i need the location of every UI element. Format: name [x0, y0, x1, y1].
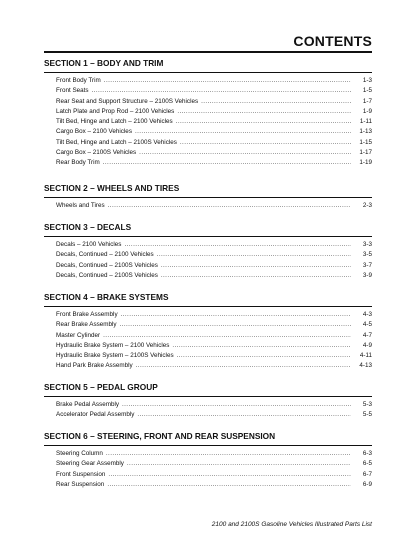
toc-entry[interactable] [44, 410, 372, 420]
leader-dots [104, 76, 351, 86]
entry-name: Hand Park Brake Assembly [56, 362, 133, 370]
entry-page: 1-5 [362, 87, 372, 95]
section-title: SECTION 2 – WHEELS AND TIRES [44, 183, 180, 193]
toc-entry[interactable] [44, 201, 372, 211]
entry-page: 6-3 [362, 450, 372, 457]
section-title: SECTION 5 – PEDAL GROUP [44, 382, 158, 392]
section-5 [44, 382, 372, 421]
toc-entry[interactable] [44, 459, 372, 469]
entry-page: 5-3 [362, 401, 372, 408]
leader-dots [103, 158, 351, 168]
entry-name: Tilt Bed, Hinge and Latch – 2100S Vehicles [56, 138, 177, 146]
toc-entry[interactable] [44, 320, 372, 330]
entry-name: Decals, Continued – 2100 Vehicles [56, 251, 154, 259]
entry-page: 4-11 [359, 352, 372, 360]
entry-name: Accelerator Pedal Assembly [56, 411, 135, 419]
entry-name: Front Suspension [56, 470, 106, 478]
leader-dots [108, 201, 351, 211]
leader-dots [136, 361, 351, 371]
toc-entry[interactable] [44, 148, 372, 158]
entry-page: 6-9 [362, 480, 372, 488]
leader-dots [157, 250, 351, 260]
entry-name: Steering Gear Assembly [56, 460, 124, 468]
leader-dots [108, 470, 351, 480]
toc-entry[interactable] [44, 158, 372, 168]
entry-page: 5-5 [362, 411, 372, 419]
page-footer: 2100 and 2100S Gasoline Vehicles Illustrated Parts List [211, 521, 372, 528]
entry-page: 3-5 [362, 251, 372, 259]
section-rule [44, 445, 372, 446]
toc-entry[interactable] [44, 351, 372, 361]
section-3 [44, 222, 372, 281]
entry-name: Front Body Trim [56, 77, 101, 84]
entry-page: 4-5 [362, 321, 372, 329]
entry-name: Front Seats [56, 87, 89, 95]
toc-entry[interactable] [44, 127, 372, 137]
entry-page: 1-7 [362, 97, 372, 105]
section-4 [44, 292, 372, 372]
entry-name: Cargo Box – 2100 Vehicles [56, 128, 132, 136]
entry-name: Decals, Continued – 2100S Vehicles [56, 271, 158, 279]
entry-name: Wheels and Tires [56, 202, 105, 209]
entry-page: 3-3 [362, 241, 372, 248]
section-title: SECTION 6 – STEERING, FRONT AND REAR SUSPENSION [44, 431, 276, 441]
entry-name: Tilt Bed, Hinge and Latch – 2100 Vehicles [56, 118, 173, 126]
leader-dots [92, 86, 351, 96]
toc-entry[interactable] [44, 331, 372, 341]
leader-dots [135, 127, 351, 137]
leader-dots [121, 310, 351, 320]
entry-name: Cargo Box – 2100S Vehicles [56, 149, 137, 157]
leader-dots [172, 341, 351, 351]
toc-entry[interactable] [44, 250, 372, 260]
entry-page: 1-13 [359, 128, 372, 136]
entry-page: 1-9 [362, 107, 372, 115]
leader-dots [177, 107, 351, 117]
toc-entry[interactable] [44, 97, 372, 107]
entry-name: Brake Pedal Assembly [56, 401, 119, 408]
entry-name: Rear Suspension [56, 480, 105, 488]
entry-name: Latch Plate and Prop Rod – 2100 Vehicles [56, 107, 175, 115]
page-title: CONTENTS [293, 33, 372, 49]
leader-dots [122, 400, 351, 410]
entry-name: Decals, Continued – 2100S Vehicles [56, 261, 158, 269]
entry-name: Hydraulic Brake System – 2100S Vehicles [56, 352, 174, 360]
section-title: SECTION 1 – BODY AND TRIM [44, 58, 164, 68]
toc-entry[interactable] [44, 470, 372, 480]
entry-page: 1-11 [359, 118, 372, 126]
toc-entry[interactable] [44, 361, 372, 371]
leader-dots [120, 320, 351, 330]
leader-dots [180, 138, 351, 148]
entry-page: 4-9 [362, 341, 372, 349]
entry-page: 4-13 [359, 362, 372, 370]
section-1 [44, 58, 372, 169]
entry-page: 6-5 [362, 460, 372, 468]
entry-name: Rear Seat and Support Structure – 2100S Vehicles [56, 97, 199, 105]
toc-entry[interactable] [44, 138, 372, 148]
toc-entry[interactable] [44, 240, 372, 250]
toc-entry[interactable] [44, 86, 372, 96]
entry-name: Master Cylinder [56, 331, 101, 339]
section-6 [44, 431, 372, 490]
entry-page: 2-3 [362, 202, 372, 209]
entry-page: 4-7 [362, 331, 372, 339]
leader-dots [107, 480, 351, 490]
entry-page: 3-9 [362, 271, 372, 279]
toc-entry[interactable] [44, 310, 372, 320]
entry-name: Steering Column [56, 450, 103, 457]
entry-page: 3-7 [362, 261, 372, 269]
leader-dots [161, 261, 351, 271]
leader-dots [161, 271, 351, 281]
entry-name: Front Brake Assembly [56, 311, 118, 318]
entry-name: Rear Body Trim [56, 159, 100, 167]
toc-entry[interactable] [44, 271, 372, 281]
entry-page: 4-3 [362, 311, 372, 318]
section-rule [44, 236, 372, 237]
section-rule [44, 306, 372, 307]
entry-page: 6-7 [362, 470, 372, 478]
leader-dots [103, 331, 351, 341]
toc-entry[interactable] [44, 480, 372, 490]
leader-dots [124, 240, 351, 250]
leader-dots [177, 351, 351, 361]
toc-entry[interactable] [44, 400, 372, 410]
entry-name: Rear Brake Assembly [56, 321, 117, 329]
toc-entry[interactable] [44, 449, 372, 459]
section-title: SECTION 3 – DECALS [44, 222, 132, 232]
section-rule [44, 197, 372, 198]
entry-page: 1-19 [359, 159, 372, 167]
section-rule [44, 72, 372, 73]
toc-entry[interactable] [44, 107, 372, 117]
section-rule [44, 396, 372, 397]
entry-name: Decals – 2100 Vehicles [56, 241, 122, 248]
leader-dots [106, 449, 351, 459]
title-rule [44, 51, 372, 53]
toc-entry[interactable] [44, 341, 372, 351]
entry-page: 1-15 [359, 138, 372, 146]
leader-dots [201, 97, 351, 107]
entry-page: 1-3 [362, 77, 372, 84]
entry-page: 1-17 [359, 149, 372, 157]
section-2 [44, 183, 372, 211]
toc-entry[interactable] [44, 117, 372, 127]
entry-name: Hydraulic Brake System – 2100 Vehicles [56, 341, 170, 349]
leader-dots [137, 410, 351, 420]
section-title: SECTION 4 – BRAKE SYSTEMS [44, 292, 169, 302]
toc-entry[interactable] [44, 261, 372, 271]
leader-dots [139, 148, 351, 158]
toc-entry[interactable] [44, 76, 372, 86]
leader-dots [127, 459, 351, 469]
leader-dots [176, 117, 351, 127]
